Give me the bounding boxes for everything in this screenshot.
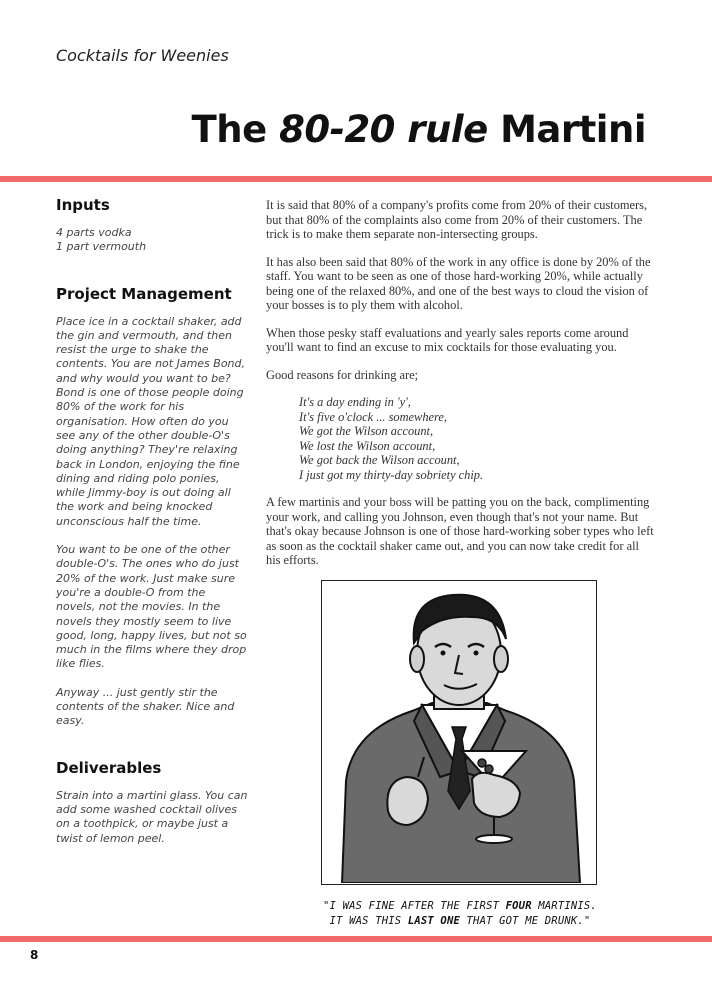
body-paragraph: It has also been said that 80% of the work in any office is done by 20% of the staff. You want to be seen as one of those hard-working 20%, while actually being one of the relaxed 80%, and one of the best ways to cloud the vision of your bosses is to ply them with alcohol. <box>266 254 651 312</box>
title-post: Martini <box>487 108 646 151</box>
inputs-section <box>56 196 248 255</box>
title-italic: 80-20 rule <box>279 108 488 151</box>
caption-text: THAT GOT ME DRUNK." <box>460 915 591 927</box>
caption-text: MARTINIS. <box>531 900 597 912</box>
man-with-martini-drawing <box>322 581 595 883</box>
sidebar <box>56 196 248 868</box>
body-paragraph: A few martinis and your boss will be patting you on the back, complimenting your work, and calling you Johnson, even though that's not your name. But that's okay because Johnson is one of those hard-working sober types who left as soon as the cocktail shaker came out, and you can now take credit for all his efforts. <box>266 495 654 567</box>
title-pre: The <box>191 108 280 151</box>
top-divider <box>0 176 712 182</box>
reasons-list <box>266 395 654 482</box>
reason-line: It's a day ending in 'y', <box>299 395 411 409</box>
cartoon-caption <box>300 899 620 929</box>
caption-line-1 <box>300 899 620 914</box>
main-body <box>266 198 654 581</box>
pm-paragraph: You want to be one of the other double-O's. The ones who do just 20% of the work. Just make sure you're a double-O from the novels, not the movies. In the novels they mostly seem to live good, long, happy lives, but not so much in the films where they drop like flies. <box>56 543 247 671</box>
caption-line-2 <box>300 914 620 929</box>
input-item: 4 parts vodka <box>56 226 132 239</box>
caption-text: IT WAS THIS <box>329 915 408 927</box>
reason-line: We got the Wilson account, <box>299 424 434 438</box>
reason-line: We lost the Wilson account, <box>299 438 436 453</box>
caption-emphasis: FOUR <box>505 900 532 912</box>
body-paragraph: It is said that 80% of a company's profits come from 20% of their customers, but that 80% of the complaints also come from 20% of their customers. The trick is to make them separate non-intersecting groups. <box>266 198 648 241</box>
deliverables-text: Strain into a martini glass. You can add some washed cocktail olives on a toothpick, or maybe just a twist of lemon peel. <box>56 788 248 845</box>
project-management-section <box>56 285 248 729</box>
page-number: 8 <box>30 948 39 962</box>
caption-emphasis: LAST ONE <box>407 915 460 927</box>
body-paragraph: When those pesky staff evaluations and yearly sales reports come around you'll want to find an excuse to mix cocktails for those evaluating you. <box>266 325 629 354</box>
reason-line: We got back the Wilson account, <box>299 453 460 467</box>
pm-paragraph: Anyway ... just gently stir the contents of the shaker. Nice and easy. <box>56 685 235 728</box>
cartoon-illustration <box>321 580 597 885</box>
project-management-heading: Project Management <box>56 284 232 303</box>
bottom-divider <box>0 936 712 942</box>
caption-text: "I WAS FINE AFTER THE FIRST <box>323 900 506 912</box>
series-title: Cocktails for Weenies <box>56 46 229 65</box>
page-title <box>192 108 646 151</box>
deliverables-heading: Deliverables <box>56 758 162 777</box>
pm-paragraph: Place ice in a cocktail shaker, add the gin and vermouth, and then resist the urge to shake the contents. You are not James Bond, and why would you want to be? Bond is one of those people doing 80% of the work for his organisation. How often do you see any of the other double-O's doing anything? They're relaxing back in London, enjoying the fine dining and riding polo ponies, while Jimmy-boy is out doing all the work and being knocked unconscious half the time. <box>56 314 246 528</box>
reason-line: It's five o'clock ... somewhere, <box>299 409 447 424</box>
inputs-heading: Inputs <box>56 196 110 214</box>
reason-line: I just got my thirty-day sobriety chip. <box>299 467 484 482</box>
input-item: 1 part vermouth <box>56 240 147 254</box>
body-paragraph: Good reasons for drinking are; <box>266 367 419 382</box>
deliverables-section <box>56 759 248 846</box>
